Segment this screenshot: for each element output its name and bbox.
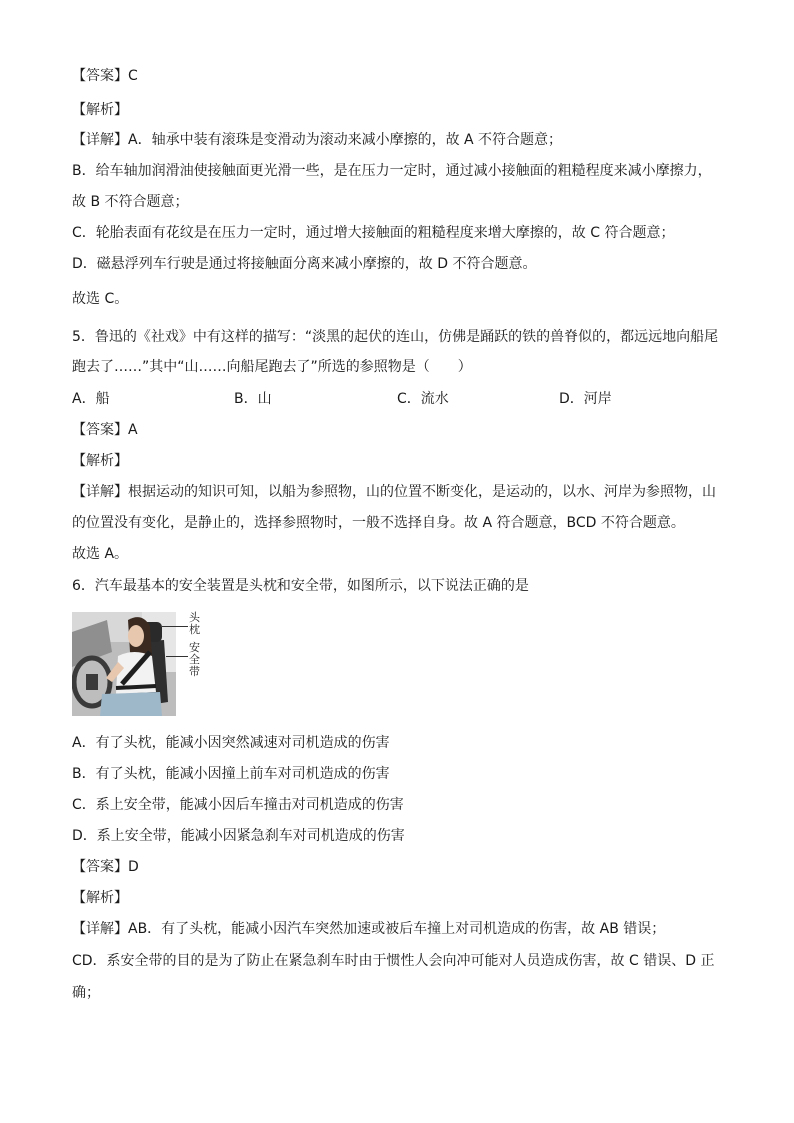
q6-detail-line-2b: 确；: [72, 985, 100, 1001]
q6-stem: 6．汽车最基本的安全装置是头枕和安全带，如图所示，以下说法正确的是: [72, 578, 529, 594]
seatbelt-leader-line: [166, 656, 188, 657]
q5-option-a: A．船: [72, 391, 110, 407]
q6-option-d: D．系上安全带，能减小因紧急刹车对司机造成的伤害: [72, 828, 405, 844]
q5-answer: 【答案】A: [72, 422, 138, 438]
q6-answer: 【答案】D: [72, 859, 139, 875]
q5-option-d: D．河岸: [559, 391, 612, 407]
q4-detail-line-3: C．轮胎表面有花纹是在压力一定时，通过增大接触面的粗糙程度来增大摩擦的，故 C 符合题意；: [72, 225, 675, 241]
q4-detail-line-2b: 故 B 不符合题意；: [72, 194, 189, 210]
q5-detail-line-2: 的位置没有变化，是静止的，选择参照物时，一般不选择自身。故 A 符合题意，BCD 不符合题意。: [72, 515, 685, 531]
q6-detail-line-2a: CD．系安全带的目的是为了防止在紧急刹车时由于惯性人会向冲可能对人员造成伤害，故 C 错误、D 正: [72, 953, 715, 969]
q4-detail-line-2a: B．给车轴加润滑油使接触面更光滑一些，是在压力一定时，通过减小接触面的粗糙程度来减小摩擦力，: [72, 163, 712, 179]
q6-analysis-heading: 【解析】: [72, 890, 128, 906]
q4-answer: 【答案】C: [72, 68, 138, 84]
q5-analysis-heading: 【解析】: [72, 453, 128, 469]
car-seat-photo: [72, 612, 176, 716]
headrest-label: 头枕: [189, 611, 200, 636]
q6-detail-line-1: 【详解】AB．有了头枕，能减小因汽车突然加速或被后车撞上对司机造成的伤害，故 AB 错误；: [72, 921, 666, 937]
q5-stem-line-1: 5．鲁迅的《社戏》中有这样的描写：“淡黑的起伏的连山，仿佛是踊跃的铁的兽脊似的，都远远地向船尾: [72, 329, 719, 345]
q5-option-b: B．山: [234, 391, 272, 407]
q6-option-a: A．有了头枕，能减小因突然减速对司机造成的伤害: [72, 735, 390, 751]
q4-conclusion: 故选 C。: [72, 291, 129, 307]
q4-analysis-heading: 【解析】: [72, 102, 128, 118]
headrest-leader-line: [162, 626, 188, 627]
q6-option-b: B．有了头枕，能减小因撞上前车对司机造成的伤害: [72, 766, 390, 782]
q5-stem-line-2: 跑去了……”其中“山……向船尾跑去了”所选的参照物是（ ）: [72, 359, 472, 375]
q5-option-c: C．流水: [397, 391, 449, 407]
q4-detail-line-4: D．磁悬浮列车行驶是通过将接触面分离来减小摩擦的，故 D 不符合题意。: [72, 256, 537, 272]
q5-conclusion: 故选 A。: [72, 546, 129, 562]
q5-detail-line-1: 【详解】根据运动的知识可知，以船为参照物，山的位置不断变化，是运动的，以水、河岸为参照物，山: [72, 484, 716, 500]
seatbelt-label: 安全带: [189, 641, 200, 678]
q6-option-c: C．系上安全带，能减小因后车撞击对司机造成的伤害: [72, 797, 404, 813]
q4-detail-line-1: 【详解】A．轴承中装有滚珠是变滑动为滚动来减小摩擦的，故 A 不符合题意；: [72, 132, 563, 148]
